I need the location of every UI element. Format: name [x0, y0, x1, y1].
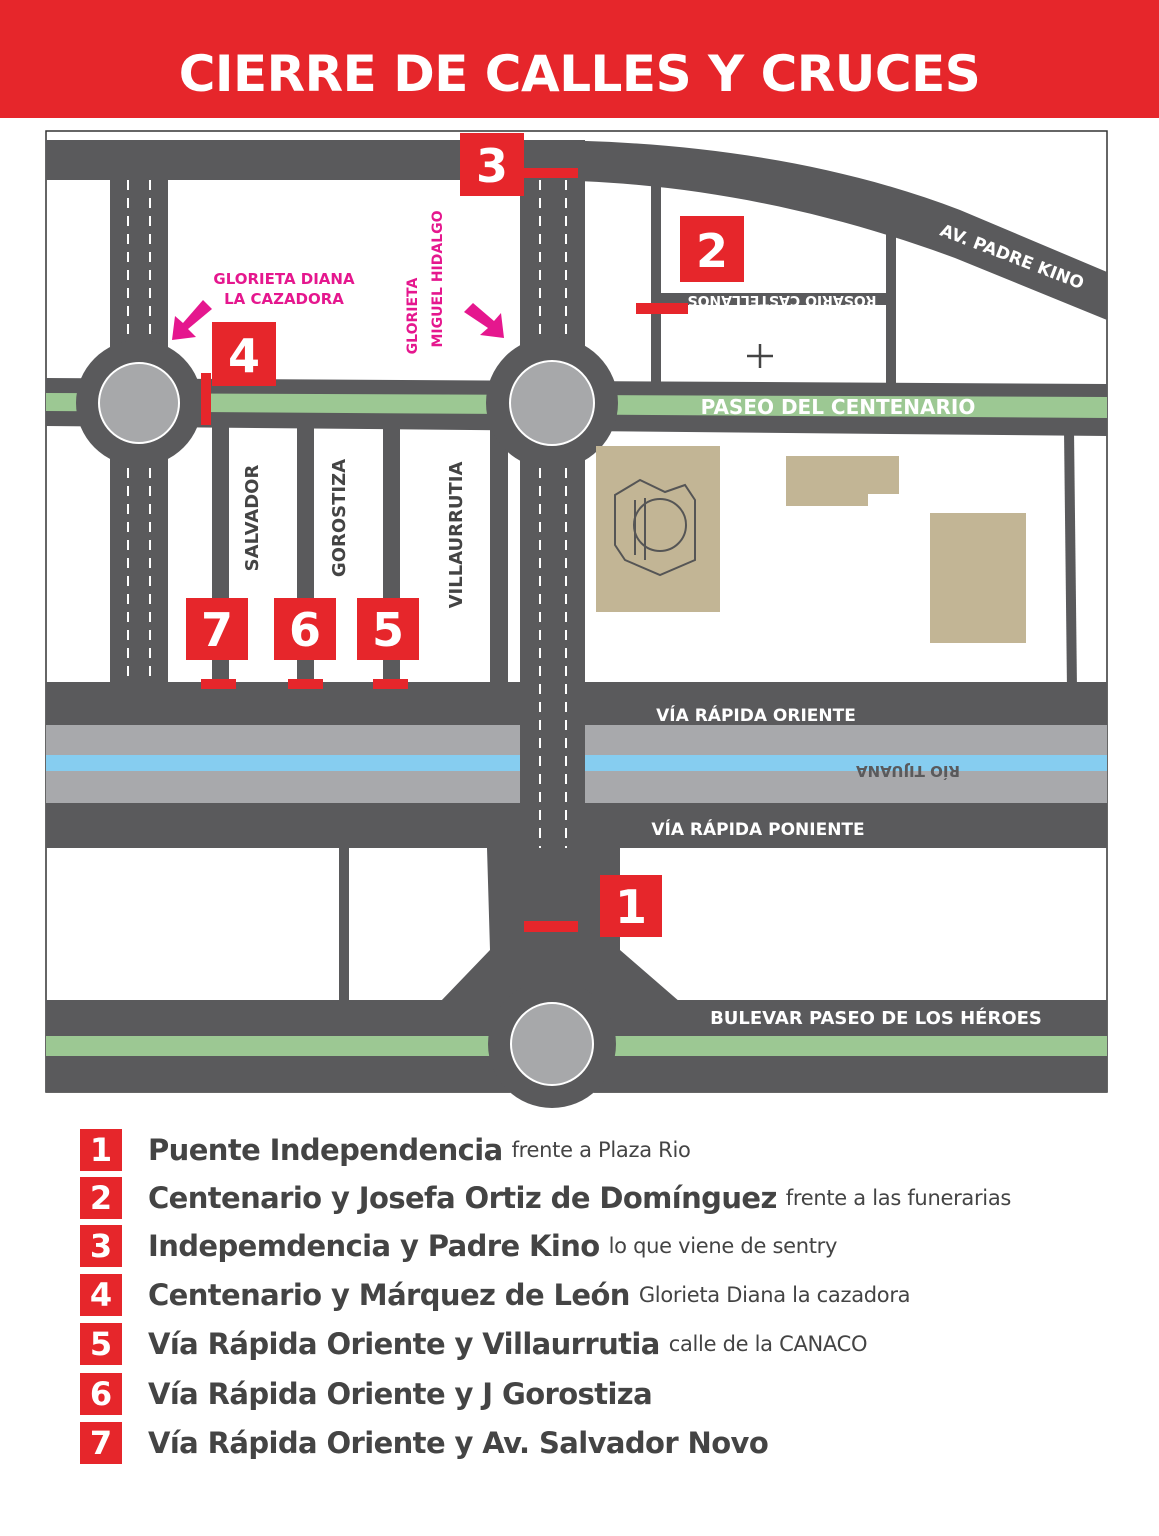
svg-text:3: 3 [475, 139, 509, 193]
legend-item [80, 1372, 661, 1416]
label-heroes: BULEVAR PASEO DE LOS HÉROES [710, 1008, 1042, 1029]
legend-number: 2 [80, 1177, 122, 1219]
legend-number: 7 [80, 1422, 122, 1464]
legend-number: 6 [80, 1373, 122, 1415]
legend-item [80, 1128, 691, 1172]
legend-sub-text: frente a Plaza Rio [511, 1138, 691, 1162]
page-title: CIERRE DE CALLES Y CRUCES [178, 45, 981, 103]
svg-text:4: 4 [227, 329, 261, 383]
closure-marker-3 [460, 133, 524, 196]
label-via-oriente: VÍA RÁPIDA ORIENTE [656, 706, 856, 726]
legend-sub-text: frente a las funerarias [785, 1186, 1012, 1210]
label-via-poniente: VÍA RÁPIDA PONIENTE [651, 820, 865, 840]
closure-marker-7 [186, 598, 248, 660]
legend-item [80, 1176, 1011, 1220]
closure-marker-2 [680, 216, 744, 282]
svg-text:5: 5 [371, 603, 405, 657]
legend-number: 4 [80, 1274, 122, 1316]
svg-text:7: 7 [200, 603, 234, 657]
svg-text:2: 2 [695, 224, 729, 278]
legend-item [80, 1273, 910, 1317]
legend-sub-text: Glorieta Diana la cazadora [638, 1283, 911, 1307]
legend-item [80, 1322, 867, 1366]
legend-sub-text: lo que viene de sentry [608, 1234, 838, 1258]
closure-marker-1 [600, 875, 662, 937]
legend-main-text: Centenario y Josefa Ortiz de Domínguez [148, 1181, 777, 1215]
svg-text:6: 6 [288, 603, 322, 657]
legend-number: 3 [80, 1225, 122, 1267]
legend-number: 5 [80, 1323, 122, 1365]
label-rio-tijuana: RÍO TIJUANA [856, 762, 960, 780]
closure-marker-5 [357, 598, 419, 660]
legend-item [80, 1421, 777, 1465]
closure-marker-6 [274, 598, 336, 660]
svg-text:1: 1 [614, 880, 648, 934]
legend-sub-text: calle de la CANACO [668, 1332, 868, 1356]
legend-main-text: Vía Rápida Oriente y Villaurrutia [148, 1327, 660, 1361]
label-gorostiza: GOROSTIZA [329, 458, 350, 578]
legend-main-text: Vía Rápida Oriente y Av. Salvador Novo [148, 1426, 769, 1460]
label-padre-kino: AV. PADRE KINO [937, 220, 1087, 294]
label-glorieta-diana-1: GLORIETA DIANA [213, 270, 355, 288]
legend-number: 1 [80, 1129, 122, 1171]
closure-marker-4 [212, 322, 276, 386]
legend-main-text: Indepemdencia y Padre Kino [148, 1229, 600, 1263]
roundabout-heroes [488, 980, 616, 1108]
label-villaurrutia: VILLAURRUTIA [446, 461, 467, 609]
label-glorieta-diana-2: LA CAZADORA [224, 290, 344, 308]
label-salvador: SALVADOR [242, 464, 263, 572]
label-rosario: ROSARIO CASTELLANOS [687, 292, 877, 308]
label-glorieta-hidalgo-2: MIGUEL HIDALGO [430, 210, 446, 348]
legend-main-text: Centenario y Márquez de León [148, 1278, 630, 1312]
roundabout-diana [76, 340, 202, 466]
legend-item [80, 1224, 837, 1268]
label-glorieta-hidalgo-1: GLORIETA [405, 277, 421, 355]
label-centenario: PASEO DEL CENTENARIO [700, 395, 976, 419]
legend-main-text: Puente Independencia [148, 1133, 503, 1167]
legend-main-text: Vía Rápida Oriente y J Gorostiza [148, 1377, 653, 1411]
